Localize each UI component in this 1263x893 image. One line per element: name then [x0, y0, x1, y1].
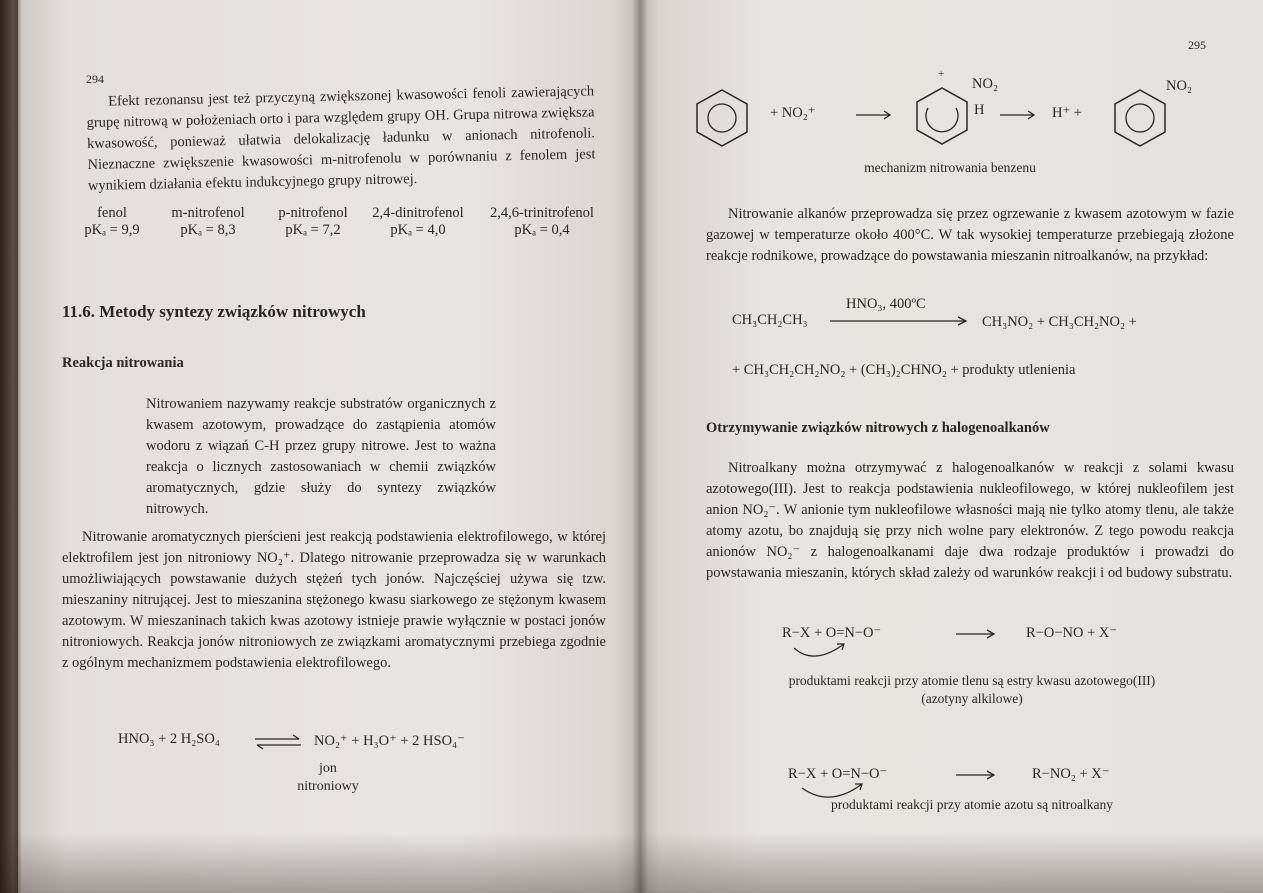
halo-heading: Otrzymywanie związków nitrowych z halogenoalkanów [706, 420, 1050, 436]
reaction-arrow [856, 110, 892, 120]
compound-name: m-nitrofenol [171, 205, 245, 221]
pka-value: pKₐ = 9,9 [84, 222, 140, 238]
alkane-products-2: + CH₃CH₂CH₂NO₂ + (CH₃)₂CHNO₂ + produkty utlenienia [732, 362, 1076, 378]
scheme-caption: mechanizm nitrowania benzenu [864, 160, 1036, 175]
sigma-complex [912, 84, 972, 146]
positive-charge: + [938, 68, 945, 80]
section-heading: 11.6. Metody syntezy związków nitrowych [62, 302, 366, 321]
alkane-products-1: CH₃NO₂ + CH₃CH₂NO₂ + [982, 314, 1137, 330]
compound-name: fenol [97, 205, 127, 221]
definition-box [146, 394, 496, 520]
book-gutter [632, 0, 648, 893]
nitro-group: NO₂ [1166, 78, 1192, 94]
alkane-paragraph [706, 204, 1234, 267]
reaction1-left: R−X + O=N−O⁻ [782, 625, 882, 641]
benzene-ring [692, 88, 752, 148]
intro-text: Efekt rezonansu jest też przyczyną zwiększonej kwasowości fenoli zawierających grupę nitrową w położeniach orto i para względem grupy OH. Grupa nitrowa zwiększa kwasowość, ponieważ ułatwia delokalizację ładunku w anionach nitrofenoli. Nieznaczne zwiększenie kwasowości m-nitrofenolu w porównaniu z fenolem jest wynikiem działania efektu indukcyjnego grupy nitrowej. [86, 83, 596, 194]
pka-column [158, 205, 258, 239]
halo-text: Nitroalkany można otrzymywać z halogenoalkanów w reakcji z solami kwasu azotowego(III). Jest to reakcja podstawienia nukleofilowego, w której nukleofilem jest anion NO₂⁻. W anionie tym nukleofilowe własności mają nie tylko atomy tlenu, ale także atomy azotu, bo znajdują się przy nich wolne pary elektronów. Z tego powodu reakcja anionów NO₂⁻ z halogenoalkanami daje dwa rodzaje produktów i prowadzi do powstawania mieszanin, których skład zależy od warunków reakcji i od budowy substratu. [706, 460, 1234, 581]
reaction2-left: R−X + O=N−O⁻ [788, 766, 888, 782]
reaction-arrow [956, 770, 996, 780]
left-edge-shadow [0, 0, 22, 893]
left-page [18, 0, 640, 893]
pka-value: pKₐ = 7,2 [285, 222, 341, 238]
alkane-reactant: CH₃CH₂CH₃ [732, 312, 808, 328]
nitronium-label: jon nitroniowy [297, 761, 359, 794]
reaction-arrow [1000, 110, 1036, 120]
pka-value: pKₐ = 8,3 [180, 222, 236, 238]
right-page [640, 0, 1263, 893]
pka-table [78, 205, 608, 249]
reaction-arrow [830, 316, 970, 326]
subheading: Reakcja nitrowania [62, 355, 184, 371]
body-paragraph [62, 527, 606, 674]
pka-value: pKₐ = 4,0 [390, 222, 446, 238]
compound-name: 2,4-dinitrofenol [372, 205, 464, 221]
page-number: 295 [1188, 38, 1206, 52]
reaction2-right: R−NO₂ + X⁻ [1032, 766, 1110, 782]
alkane-text: Nitrowanie alkanów przeprowadza się przez ogrzewanie z kwasem azotowym w fazie gazowej w temperaturze około 400°C. W tak wysokiej temperaturze przebiegają złożone reakcje rodnikowe, prowadzące do powstawania mieszanin nitroalkanów, na przykład: [706, 206, 1234, 264]
body-text: Nitrowanie aromatycznych pierścieni jest reakcją podstawienia elektrofilowego, w której elektrofilem jest jon nitroniowy NO₂⁺. Dlatego nitrowanie przeprowadza się w warunkach umożliwiających powstawanie dużych stężeń tych jonów. Najczęściej używa się tzw. mieszaniny nitrującej. Jest to mieszanina stężonego kwasu siarkowego ze stężonym kwasem azotowym. W mieszaninach takich kwas azotowy istnieje prawie wyłącznie w postaci jonów nitroniowych. Reakcja jonów nitroniowych ze związkami aromatycznymi przebiega zgodnie z ogólnym mechanizmem podstawienia elektrofilowego. [62, 529, 606, 671]
reaction2-caption: produktami reakcji przy atomie azotu są nitroalkany [831, 797, 1113, 812]
definition-text: Nitrowaniem nazywamy reakcje substratów organicznych z kwasem azotowym, prowadzące do zastąpienia atomów wodoru z wiązań C-H przez grupy nitrowe. Jest to ważna reakcja o licznych zastosowaniach w chemii związków aromatycznych, gdzie służy do syntezy związków nitrowych. [146, 396, 496, 517]
pka-column [476, 205, 608, 239]
reaction-arrow [956, 629, 996, 639]
page-number: 294 [86, 72, 104, 86]
reaction-condition: HNO₃, 400ºC [846, 296, 926, 312]
pka-column [78, 205, 146, 239]
intro-paragraph [86, 81, 596, 197]
nitrobenzene-ring [1110, 88, 1170, 148]
proton-byproduct: H⁺ + [1052, 105, 1082, 121]
compound-name: 2,4,6-trinitrofenol [490, 205, 594, 221]
pka-value: pKₐ = 0,4 [514, 222, 570, 238]
pka-column [363, 205, 473, 239]
compound-name: p-nitrofenol [278, 205, 348, 221]
nitronium-reagent: + NO₂⁺ [770, 105, 816, 121]
reaction1-caption-2: (azotyny alkilowe) [921, 691, 1023, 706]
equation-right: NO₂⁺ + H₃O⁺ + 2 HSO₄⁻ [314, 733, 465, 749]
hydrogen-atom: H [974, 102, 985, 118]
nitro-group: NO₂ [972, 76, 998, 92]
equilibrium-arrow [253, 735, 303, 749]
reaction1-right: R−O−NO + X⁻ [1026, 625, 1117, 641]
pka-column [263, 205, 363, 239]
halo-paragraph [706, 458, 1234, 584]
reaction1-caption: produktami reakcji przy atomie tlenu są estry kwasu azotowego(III) [788, 673, 1156, 688]
equation-left: HNO₃ + 2 H₂SO₄ [118, 731, 220, 747]
curved-arrow [792, 642, 852, 668]
